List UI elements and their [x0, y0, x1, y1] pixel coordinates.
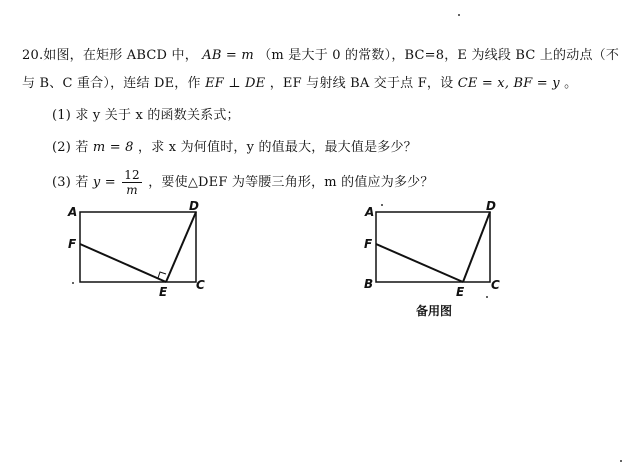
math-m-eq-8: m = 8 — [92, 140, 134, 155]
problem-text: 与 B、C 重合），连结 DE，作 — [22, 76, 201, 91]
label-c-2: C — [491, 278, 500, 292]
math-perp: EF ⊥ DE — [205, 76, 266, 91]
question-2-prefix: (2) 若 — [52, 140, 89, 155]
segment-ed — [166, 212, 196, 282]
label-f: F — [68, 237, 77, 251]
rectangle-abcd-2 — [376, 212, 490, 282]
segment-fe — [80, 244, 166, 282]
rectangle-abcd — [80, 212, 196, 282]
math-set-vars: CE = x, BF = y — [457, 76, 560, 91]
label-f-2: F — [364, 237, 373, 251]
label-d: D — [189, 199, 199, 213]
scan-speck — [72, 282, 74, 284]
problem-text: 。 — [564, 76, 578, 91]
figure-2-caption: 备用图 — [416, 304, 453, 318]
math-y-eq: y = — [92, 175, 116, 190]
label-e: E — [159, 285, 168, 299]
label-e-2: E — [456, 285, 465, 299]
right-angle-mark — [158, 272, 166, 278]
scan-speck — [458, 14, 460, 16]
segment-fe-2 — [376, 244, 463, 282]
label-b-2: B — [364, 277, 374, 291]
scan-speck — [486, 296, 488, 298]
fraction-denominator: m — [126, 183, 138, 197]
math-ab-eq: AB = m — [202, 48, 254, 63]
figure-2 — [364, 199, 500, 299]
fraction-numerator: 12 — [124, 168, 140, 182]
question-3-prefix: (3) 若 — [52, 175, 89, 190]
label-a-2: A — [365, 205, 375, 219]
segment-ed-2 — [463, 212, 490, 282]
scan-speck — [620, 460, 622, 462]
label-a: A — [68, 205, 78, 219]
label-c: C — [196, 278, 205, 292]
question-3-text: ，要使△DEF 为等腰三角形，m 的值应为多少？ — [148, 175, 434, 190]
question-1-text: (1) 求 y 关于 x 的函数关系式； — [52, 108, 240, 123]
problem-text: ，EF 与射线 BA 交于点 F，设 — [269, 76, 454, 91]
problem-text: 20.如图，在矩形 ABCD 中， — [22, 48, 198, 63]
label-d-2: D — [486, 199, 496, 213]
problem-text: （m 是大于 0 的常数），BC=8，E 为线段 BC 上的动点（不 — [258, 48, 620, 63]
scan-speck — [381, 204, 383, 206]
figure-1 — [67, 199, 205, 299]
question-2-text: ，求 x 为何值时，y 的值最大，最大值是多少？ — [138, 140, 417, 155]
